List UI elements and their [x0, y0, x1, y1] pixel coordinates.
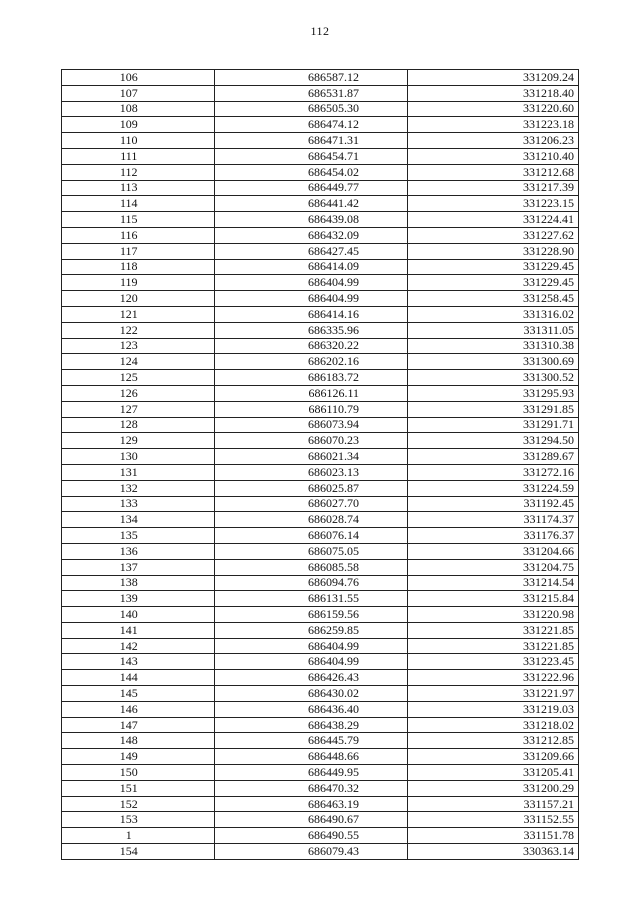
x-coordinate-cell: 686094.76	[214, 575, 407, 591]
table-row	[62, 559, 579, 575]
table-row	[62, 117, 579, 133]
y-coordinate-cell: 331272.16	[408, 464, 579, 480]
point-number-cell: 112	[62, 164, 215, 180]
table-row	[62, 417, 579, 433]
table-row	[62, 654, 579, 670]
y-coordinate-cell: 331294.50	[408, 433, 579, 449]
y-coordinate-cell: 331205.41	[408, 765, 579, 781]
table-row	[62, 717, 579, 733]
x-coordinate-cell: 686404.99	[214, 638, 407, 654]
y-coordinate-cell: 331214.54	[408, 575, 579, 591]
y-coordinate-cell: 331295.93	[408, 385, 579, 401]
y-coordinate-cell: 331291.71	[408, 417, 579, 433]
point-number-cell: 154	[62, 844, 215, 860]
point-number-cell: 139	[62, 591, 215, 607]
table-row	[62, 733, 579, 749]
x-coordinate-cell: 686025.87	[214, 480, 407, 496]
point-number-cell: 114	[62, 196, 215, 212]
point-number-cell: 113	[62, 180, 215, 196]
x-coordinate-cell: 686505.30	[214, 101, 407, 117]
x-coordinate-cell: 686439.08	[214, 212, 407, 228]
table-row	[62, 528, 579, 544]
table-row	[62, 401, 579, 417]
table-row	[62, 385, 579, 401]
point-number-cell: 132	[62, 480, 215, 496]
y-coordinate-cell: 331212.68	[408, 164, 579, 180]
point-number-cell: 140	[62, 607, 215, 623]
table-row	[62, 275, 579, 291]
point-number-cell: 133	[62, 496, 215, 512]
table-row	[62, 259, 579, 275]
y-coordinate-cell: 331176.37	[408, 528, 579, 544]
y-coordinate-cell: 331229.45	[408, 259, 579, 275]
x-coordinate-cell: 686027.70	[214, 496, 407, 512]
point-number-cell: 152	[62, 796, 215, 812]
point-number-cell: 119	[62, 275, 215, 291]
table-row	[62, 686, 579, 702]
table-row	[62, 354, 579, 370]
table-row	[62, 322, 579, 338]
y-coordinate-cell: 331218.02	[408, 717, 579, 733]
x-coordinate-cell: 686587.12	[214, 70, 407, 86]
table-row	[62, 291, 579, 307]
table-row	[62, 575, 579, 591]
table-row	[62, 148, 579, 164]
table-row	[62, 370, 579, 386]
y-coordinate-cell: 331289.67	[408, 449, 579, 465]
x-coordinate-cell: 686085.58	[214, 559, 407, 575]
y-coordinate-cell: 331209.24	[408, 70, 579, 86]
table-row	[62, 828, 579, 844]
x-coordinate-cell: 686490.55	[214, 828, 407, 844]
x-coordinate-cell: 686441.42	[214, 196, 407, 212]
table-row	[62, 433, 579, 449]
point-number-cell: 143	[62, 654, 215, 670]
x-coordinate-cell: 686432.09	[214, 227, 407, 243]
x-coordinate-cell: 686159.56	[214, 607, 407, 623]
x-coordinate-cell: 686079.43	[214, 844, 407, 860]
point-number-cell: 116	[62, 227, 215, 243]
y-coordinate-cell: 331291.85	[408, 401, 579, 417]
x-coordinate-cell: 686454.71	[214, 148, 407, 164]
table-row	[62, 70, 579, 86]
table-row	[62, 227, 579, 243]
x-coordinate-cell: 686436.40	[214, 701, 407, 717]
table-row	[62, 749, 579, 765]
y-coordinate-cell: 331316.02	[408, 306, 579, 322]
y-coordinate-cell: 331227.62	[408, 227, 579, 243]
y-coordinate-cell: 331224.59	[408, 480, 579, 496]
table-row	[62, 196, 579, 212]
x-coordinate-cell: 686427.45	[214, 243, 407, 259]
point-number-cell: 124	[62, 354, 215, 370]
y-coordinate-cell: 331218.40	[408, 85, 579, 101]
point-number-cell: 135	[62, 528, 215, 544]
point-number-cell: 129	[62, 433, 215, 449]
table-row	[62, 306, 579, 322]
point-number-cell: 126	[62, 385, 215, 401]
x-coordinate-cell: 686076.14	[214, 528, 407, 544]
y-coordinate-cell: 331221.97	[408, 686, 579, 702]
table-row	[62, 338, 579, 354]
y-coordinate-cell: 331200.29	[408, 780, 579, 796]
table-row	[62, 780, 579, 796]
point-number-cell: 146	[62, 701, 215, 717]
point-number-cell: 125	[62, 370, 215, 386]
y-coordinate-cell: 331210.40	[408, 148, 579, 164]
point-number-cell: 144	[62, 670, 215, 686]
y-coordinate-cell: 331311.05	[408, 322, 579, 338]
y-coordinate-cell: 331221.85	[408, 622, 579, 638]
y-coordinate-cell: 331192.45	[408, 496, 579, 512]
y-coordinate-cell: 331310.38	[408, 338, 579, 354]
page-number: 112	[310, 24, 330, 38]
point-number-cell: 121	[62, 306, 215, 322]
coordinates-table-container	[61, 69, 579, 860]
y-coordinate-cell: 331204.75	[408, 559, 579, 575]
x-coordinate-cell: 686110.79	[214, 401, 407, 417]
y-coordinate-cell: 331224.41	[408, 212, 579, 228]
point-number-cell: 138	[62, 575, 215, 591]
x-coordinate-cell: 686183.72	[214, 370, 407, 386]
y-coordinate-cell: 331223.15	[408, 196, 579, 212]
x-coordinate-cell: 686404.99	[214, 275, 407, 291]
x-coordinate-cell: 686454.02	[214, 164, 407, 180]
table-row	[62, 164, 579, 180]
point-number-cell: 153	[62, 812, 215, 828]
point-number-cell: 130	[62, 449, 215, 465]
table-row	[62, 701, 579, 717]
x-coordinate-cell: 686070.23	[214, 433, 407, 449]
table-row	[62, 243, 579, 259]
point-number-cell: 142	[62, 638, 215, 654]
point-number-cell: 120	[62, 291, 215, 307]
y-coordinate-cell: 331219.03	[408, 701, 579, 717]
table-row	[62, 670, 579, 686]
y-coordinate-cell: 331220.98	[408, 607, 579, 623]
point-number-cell: 149	[62, 749, 215, 765]
y-coordinate-cell: 331300.69	[408, 354, 579, 370]
y-coordinate-cell: 331229.45	[408, 275, 579, 291]
table-row	[62, 449, 579, 465]
x-coordinate-cell: 686531.87	[214, 85, 407, 101]
point-number-cell: 109	[62, 117, 215, 133]
point-number-cell: 136	[62, 543, 215, 559]
point-number-cell: 1	[62, 828, 215, 844]
table-row	[62, 812, 579, 828]
x-coordinate-cell: 686414.09	[214, 259, 407, 275]
x-coordinate-cell: 686131.55	[214, 591, 407, 607]
table-row	[62, 607, 579, 623]
point-number-cell: 106	[62, 70, 215, 86]
y-coordinate-cell: 330363.14	[408, 844, 579, 860]
point-number-cell: 147	[62, 717, 215, 733]
x-coordinate-cell: 686471.31	[214, 133, 407, 149]
coordinates-table-body	[62, 70, 579, 860]
y-coordinate-cell: 331258.45	[408, 291, 579, 307]
table-row	[62, 543, 579, 559]
x-coordinate-cell: 686474.12	[214, 117, 407, 133]
point-number-cell: 137	[62, 559, 215, 575]
point-number-cell: 108	[62, 101, 215, 117]
x-coordinate-cell: 686202.16	[214, 354, 407, 370]
y-coordinate-cell: 331223.18	[408, 117, 579, 133]
table-row	[62, 844, 579, 860]
y-coordinate-cell: 331174.37	[408, 512, 579, 528]
point-number-cell: 148	[62, 733, 215, 749]
point-number-cell: 111	[62, 148, 215, 164]
y-coordinate-cell: 331222.96	[408, 670, 579, 686]
x-coordinate-cell: 686449.77	[214, 180, 407, 196]
x-coordinate-cell: 686335.96	[214, 322, 407, 338]
x-coordinate-cell: 686404.99	[214, 291, 407, 307]
table-row	[62, 101, 579, 117]
y-coordinate-cell: 331217.39	[408, 180, 579, 196]
point-number-cell: 110	[62, 133, 215, 149]
point-number-cell: 145	[62, 686, 215, 702]
x-coordinate-cell: 686073.94	[214, 417, 407, 433]
y-coordinate-cell: 331212.85	[408, 733, 579, 749]
point-number-cell: 141	[62, 622, 215, 638]
y-coordinate-cell: 331157.21	[408, 796, 579, 812]
table-row	[62, 512, 579, 528]
y-coordinate-cell: 331228.90	[408, 243, 579, 259]
point-number-cell: 134	[62, 512, 215, 528]
table-row	[62, 591, 579, 607]
x-coordinate-cell: 686470.32	[214, 780, 407, 796]
y-coordinate-cell: 331151.78	[408, 828, 579, 844]
table-row	[62, 212, 579, 228]
point-number-cell: 118	[62, 259, 215, 275]
x-coordinate-cell: 686028.74	[214, 512, 407, 528]
table-row	[62, 496, 579, 512]
x-coordinate-cell: 686259.85	[214, 622, 407, 638]
point-number-cell: 117	[62, 243, 215, 259]
point-number-cell: 115	[62, 212, 215, 228]
x-coordinate-cell: 686023.13	[214, 464, 407, 480]
table-row	[62, 133, 579, 149]
point-number-cell: 128	[62, 417, 215, 433]
y-coordinate-cell: 331215.84	[408, 591, 579, 607]
y-coordinate-cell: 331209.66	[408, 749, 579, 765]
x-coordinate-cell: 686426.43	[214, 670, 407, 686]
table-row	[62, 480, 579, 496]
x-coordinate-cell: 686490.67	[214, 812, 407, 828]
y-coordinate-cell: 331300.52	[408, 370, 579, 386]
point-number-cell: 127	[62, 401, 215, 417]
table-row	[62, 622, 579, 638]
point-number-cell: 107	[62, 85, 215, 101]
table-row	[62, 464, 579, 480]
point-number-cell: 151	[62, 780, 215, 796]
x-coordinate-cell: 686430.02	[214, 686, 407, 702]
y-coordinate-cell: 331206.23	[408, 133, 579, 149]
point-number-cell: 150	[62, 765, 215, 781]
y-coordinate-cell: 331204.66	[408, 543, 579, 559]
x-coordinate-cell: 686404.99	[214, 654, 407, 670]
x-coordinate-cell: 686463.19	[214, 796, 407, 812]
x-coordinate-cell: 686414.16	[214, 306, 407, 322]
x-coordinate-cell: 686445.79	[214, 733, 407, 749]
x-coordinate-cell: 686075.05	[214, 543, 407, 559]
point-number-cell: 122	[62, 322, 215, 338]
y-coordinate-cell: 331220.60	[408, 101, 579, 117]
y-coordinate-cell: 331152.55	[408, 812, 579, 828]
x-coordinate-cell: 686320.22	[214, 338, 407, 354]
table-row	[62, 796, 579, 812]
point-number-cell: 131	[62, 464, 215, 480]
x-coordinate-cell: 686126.11	[214, 385, 407, 401]
point-number-cell: 123	[62, 338, 215, 354]
y-coordinate-cell: 331223.45	[408, 654, 579, 670]
x-coordinate-cell: 686448.66	[214, 749, 407, 765]
table-row	[62, 180, 579, 196]
y-coordinate-cell: 331221.85	[408, 638, 579, 654]
x-coordinate-cell: 686021.34	[214, 449, 407, 465]
table-row	[62, 765, 579, 781]
table-row	[62, 85, 579, 101]
x-coordinate-cell: 686438.29	[214, 717, 407, 733]
coordinates-table	[61, 69, 579, 860]
x-coordinate-cell: 686449.95	[214, 765, 407, 781]
table-row	[62, 638, 579, 654]
